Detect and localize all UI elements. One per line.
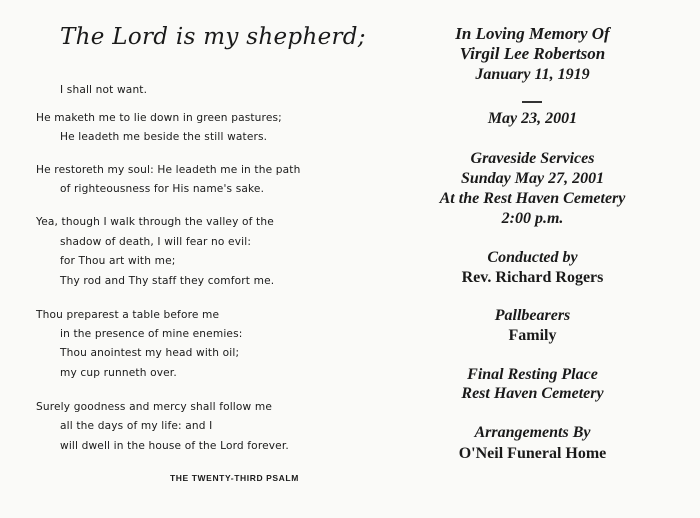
psalm-line: all the days of my life: and I (60, 420, 213, 432)
psalm-line: my cup runneth over. (60, 367, 177, 379)
psalm-line: in the presence of mine enemies: (60, 328, 243, 340)
resting-place-label: Final Resting Place (467, 366, 598, 383)
psalm-line: He restoreth my soul: He leadeth me in the path (36, 164, 301, 176)
psalm-line: for Thou art with me; (60, 255, 176, 267)
services-title: Graveside Services (470, 150, 595, 167)
psalm-line: Thy rod and Thy staff they comfort me. (60, 275, 275, 287)
psalm-line: will dwell in the house of the Lord forever. (60, 440, 289, 452)
psalm-line: Thou preparest a table before me (36, 309, 220, 321)
death-date: May 23, 2001 (487, 110, 578, 127)
deceased-name: Virgil Lee Robertson (459, 44, 606, 63)
officiant-name: Rev. Richard Rogers (461, 269, 604, 286)
pallbearers-value: Family (508, 327, 557, 344)
resting-place-value: Rest Haven Cemetery (461, 385, 604, 402)
psalm-line: He maketh me to lie down in green pastures; (36, 112, 282, 124)
birth-date: January 11, 1919 (475, 66, 590, 83)
psalm-caption: THE TWENTY-THIRD PSALM (170, 473, 299, 483)
pallbearers-label: Pallbearers (494, 307, 571, 324)
psalm-title: The Lord is my shepherd; (60, 24, 366, 50)
services-location: At the Rest Haven Cemetery (439, 190, 626, 207)
psalm-line: He leadeth me beside the still waters. (60, 131, 268, 143)
memorial-heading: In Loving Memory Of (455, 24, 610, 43)
services-time: 2:00 p.m. (501, 210, 564, 227)
arrangements-label: Arrangements By (474, 424, 591, 441)
psalm-line: Thou anointest my head with oil; (60, 347, 240, 359)
date-divider (522, 101, 542, 103)
funeral-home: O'Neil Funeral Home (458, 445, 607, 462)
conducted-label: Conducted by (487, 249, 578, 266)
psalm-line: shadow of death, I will fear no evil: (60, 236, 252, 248)
services-date: Sunday May 27, 2001 (460, 170, 605, 187)
psalm-line: I shall not want. (60, 84, 148, 96)
psalm-line: Yea, though I walk through the valley of the (36, 216, 274, 228)
memorial-panel (400, 0, 700, 518)
psalm-line: of righteousness for His name's sake. (60, 183, 265, 195)
psalm-line: Surely goodness and mercy shall follow me (36, 401, 273, 413)
